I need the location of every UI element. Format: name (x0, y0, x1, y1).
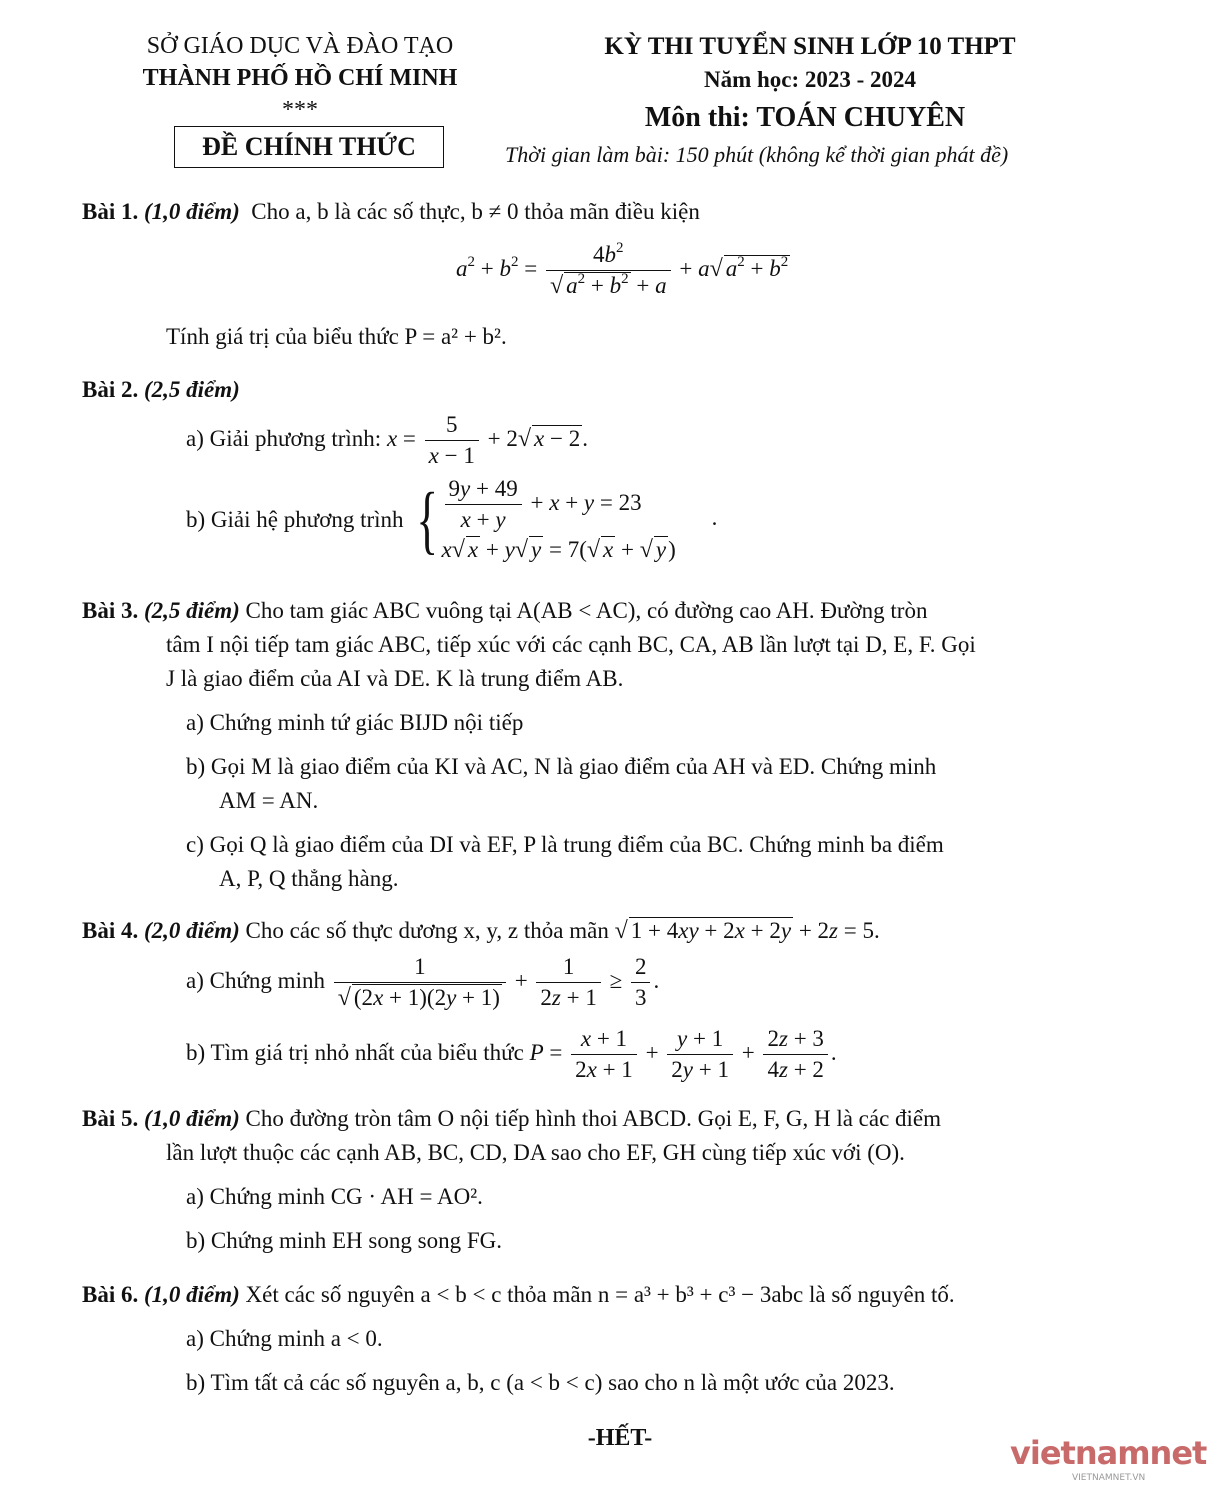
problem-4b-text: Tìm giá trị nhỏ nhất của biểu thức (210, 1039, 524, 1065)
problem-4b-marker: b) (186, 1039, 206, 1065)
problem-1-equation: $a^2 + b^2$ = $\frac{4b^2}{√ a^2 + b^2 + a}$ + a√ $a^2 + b^2$ (456, 240, 789, 299)
problem-1-intro: Cho a, b là các số thực, b ≠ 0 thỏa mãn điều kiện (251, 199, 700, 224)
problem-6a (186, 1324, 383, 1354)
problem-4-label: Bài 4. (82, 918, 139, 943)
official-box: ĐỀ CHÍNH THỨC (174, 126, 444, 168)
problem-2a-marker: a) (186, 425, 204, 451)
problem-3-line3: J là giao điểm của AI và DE. K là trung điểm AB. (166, 666, 624, 691)
problem-2b-marker: b) (186, 506, 206, 532)
problem-2a: a) Giải phương trình: x = $\frac{5}{x - 1}$ + 2√ x − 2. (186, 412, 588, 468)
dept-line1: SỞ GIÁO DỤC VÀ ĐÀO TẠO (146, 33, 454, 59)
problem-3-label: Bài 3. (82, 598, 139, 623)
problem-3-heading (82, 596, 1142, 626)
problem-5-line1: Cho đường tròn tâm O nội tiếp hình thoi ABCD. Gọi E, F, G, H là các điểm (245, 1106, 942, 1131)
problem-4a-marker: a) (186, 967, 204, 993)
watermark-sub: VIETNAMNET.VN (1072, 1473, 1146, 1483)
problem-5a-marker: a) (186, 1184, 204, 1209)
watermark-logo: vietnamnet (1010, 1434, 1207, 1472)
problem-2b: b) Giải hệ phương trình { $\frac{9y + 49}{x + y}$ + x + y = 23 x√ x + y√ y = 7(√ x + √ y) . (186, 476, 718, 563)
problem-1-label: Bài 1. (82, 199, 139, 224)
problem-3a (186, 708, 523, 738)
stars: *** (282, 97, 318, 123)
problem-1-points: (1,0 điểm) (143, 199, 240, 224)
problem-4-intro: Cho các số thực dương x, y, z thỏa mãn (245, 918, 609, 943)
problem-6a-text: Chứng minh a < 0. (209, 1326, 383, 1351)
problem-1-question: Tính giá trị của biểu thức P = a² + b². (166, 324, 507, 349)
time-note: Thời gian làm bài: 150 phút (không kể thời gian phát đề) (505, 142, 1009, 167)
problem-2-points: (2,5 điểm) (143, 377, 240, 402)
problem-3-points: (2,5 điểm) (143, 598, 240, 623)
problem-5-label: Bài 5. (82, 1106, 139, 1131)
problem-3c (186, 830, 944, 860)
system-brace: { (416, 477, 439, 562)
problem-5-line2: lần lượt thuộc các cạnh AB, BC, CD, DA sao cho EF, GH cùng tiếp xúc với (O). (166, 1140, 905, 1165)
system-rows: $\frac{9y + 49}{x + y}$ + x + y = 23 x√ x + y√ y = 7(√ x + √ y) (441, 476, 676, 563)
problem-6-points: (1,0 điểm) (143, 1282, 240, 1307)
problem-6b-marker: b) (186, 1370, 206, 1395)
problem-6-heading (82, 1280, 955, 1310)
problem-5b (186, 1226, 502, 1256)
problem-1-heading (82, 197, 1142, 227)
problem-3b-line2: AM = AN. (219, 788, 319, 813)
problem-4-points: (2,0 điểm) (143, 918, 240, 943)
problem-5a (186, 1182, 483, 1212)
problem-3b-line1: Gọi M là giao điểm của KI và AC, N là giao điểm của AH và ED. Chứng minh (210, 754, 937, 779)
dept-block (90, 30, 510, 126)
problem-4b: b) Tìm giá trị nhỏ nhất của biểu thức P = $\frac{x + 1}{2x + 1}$ + $\frac{y + 1}{2y + 1}$ + $\frac{2z + 3}{4z + 2}$ . (186, 1026, 837, 1082)
problem-5-heading (82, 1104, 941, 1134)
problem-4a: a) Chứng minh $\frac{1}{√ (2x + 1)(2y + 1)}$ + $\frac{1}{2z + 1}$ ≥ $\frac{2}{3}$ . (186, 954, 660, 1011)
problem-2-label: Bài 2. (82, 377, 139, 402)
problem-4-heading: Bài 4. (2,0 điểm) Cho các số thực dương x, y, z thỏa mãn √ 1 + 4xy + 2x + 2y + 2z = 5. (82, 918, 880, 944)
problem-5-points: (1,0 điểm) (143, 1106, 240, 1131)
problem-4a-text: Chứng minh (209, 967, 325, 993)
problem-3c-line1: Gọi Q là giao điểm của DI và EF, P là trung điểm của BC. Chứng minh ba điểm (209, 832, 944, 857)
problem-5b-marker: b) (186, 1228, 206, 1253)
problem-3b-marker: b) (186, 754, 206, 779)
problem-3a-marker: a) (186, 710, 204, 735)
problem-6b-text: Tìm tất cả các số nguyên a, b, c (a < b < c) sao cho n là một ước của 2023. (210, 1370, 895, 1395)
problem-2b-text: Giải hệ phương trình (210, 506, 404, 532)
school-year: Năm học: 2023 - 2024 (703, 67, 917, 92)
problem-6a-marker: a) (186, 1326, 204, 1351)
problem-5b-text: Chứng minh EH song song FG. (210, 1228, 502, 1253)
problem-3b (186, 752, 936, 782)
problem-2a-text: Giải phương trình: (209, 425, 382, 451)
problem-6-label: Bài 6. (82, 1282, 139, 1307)
exam-title: KỲ THI TUYỂN SINH LỚP 10 THPT (604, 33, 1016, 60)
problem-6-intro: Xét các số nguyên a < b < c thỏa mãn n = a³ + b³ + c³ − 3abc là số nguyên tố. (245, 1282, 955, 1307)
problem-2-heading (82, 375, 240, 405)
subject: Môn thi: TOÁN CHUYÊN (644, 102, 966, 133)
problem-3a-text: Chứng minh tứ giác BIJD nội tiếp (209, 710, 524, 735)
problem-5a-text: Chứng minh CG · AH = AO². (209, 1184, 483, 1209)
dept-line2: THÀNH PHỐ HỒ CHÍ MINH (142, 65, 458, 91)
end-marker: -HẾT- (587, 1425, 653, 1451)
problem-3c-line2: A, P, Q thẳng hàng. (219, 866, 399, 891)
problem-3c-marker: c) (186, 832, 204, 857)
problem-6b (186, 1368, 895, 1398)
problem-3-line1: Cho tam giác ABC vuông tại A(AB < AC), có đường cao AH. Đường tròn (245, 598, 928, 623)
problem-3-line2: tâm I nội tiếp tam giác ABC, tiếp xúc với các cạnh BC, CA, AB lần lượt tại D, E, F. Gọi (166, 632, 976, 657)
